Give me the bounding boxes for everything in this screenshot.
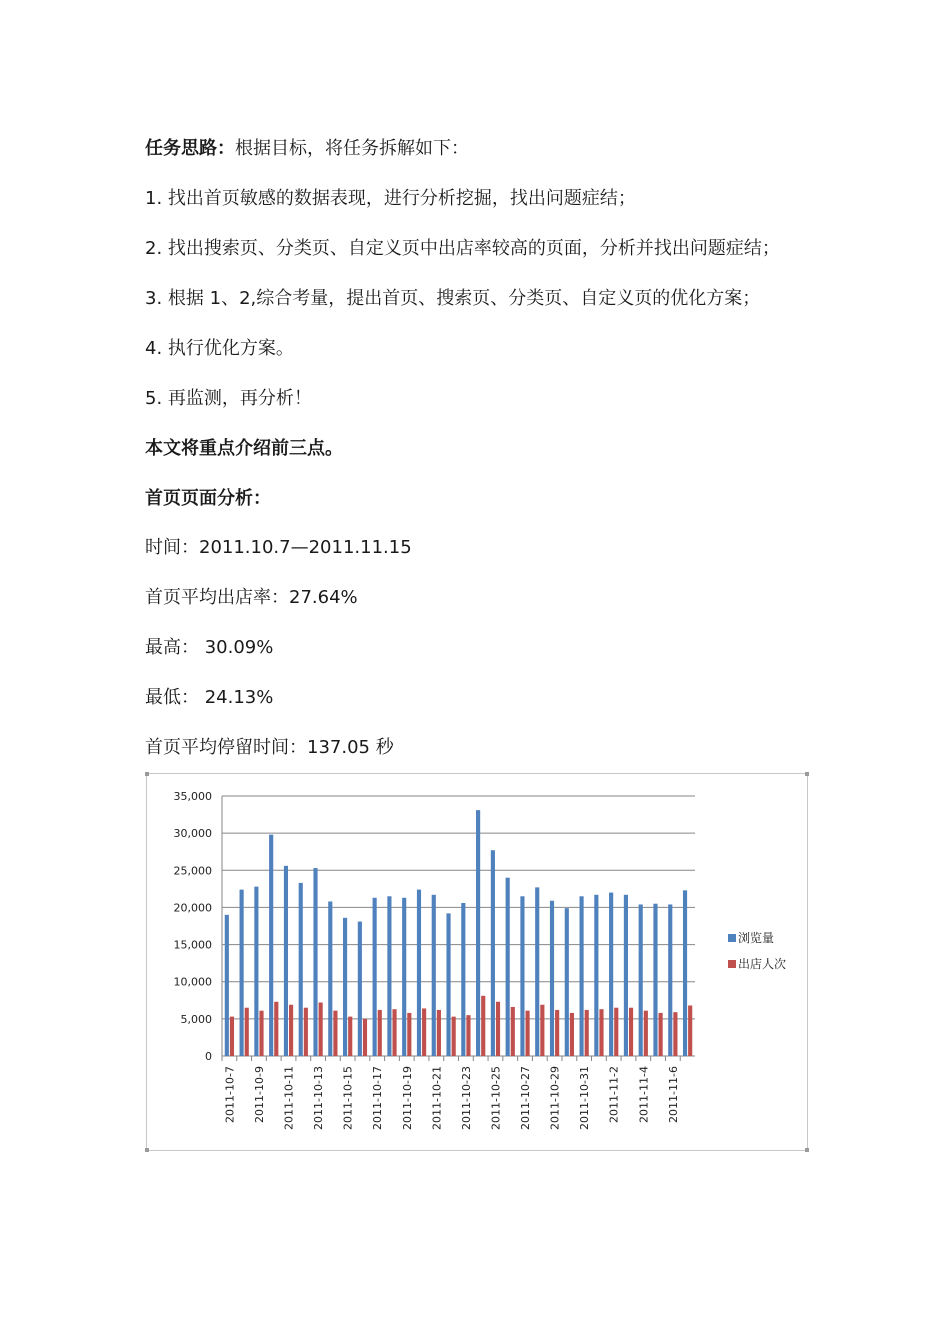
- bar-exits: [274, 1002, 278, 1056]
- bar-exits: [452, 1017, 456, 1056]
- y-tick-label: 25,000: [173, 864, 212, 878]
- bar-pageviews: [639, 904, 643, 1056]
- bar-pageviews: [609, 893, 613, 1056]
- bar-exits: [555, 1010, 559, 1056]
- bar-exits: [673, 1012, 677, 1056]
- bar-pageviews: [594, 895, 598, 1056]
- x-tick-label: 2011-10-7: [223, 1066, 237, 1123]
- x-tick-label: 2011-10-27: [519, 1066, 533, 1130]
- bar-exits: [378, 1010, 382, 1056]
- intro-label: 任务思路：: [145, 138, 235, 159]
- legend-swatch: [728, 934, 736, 942]
- intro-line: [145, 137, 469, 161]
- bar-pageviews: [373, 898, 377, 1056]
- bar-pageviews: [506, 878, 510, 1056]
- bar-pageviews: [417, 890, 421, 1056]
- x-tick-label: 2011-10-19: [400, 1066, 414, 1130]
- x-tick-label: 2011-10-9: [252, 1066, 266, 1123]
- bar-pageviews: [313, 868, 317, 1056]
- intro-text: 根据目标，将任务拆解如下：: [235, 138, 469, 159]
- bar-pageviews: [491, 850, 495, 1056]
- bar-exits: [363, 1019, 367, 1056]
- bar-pageviews: [343, 918, 347, 1056]
- bar-pageviews: [358, 922, 362, 1056]
- bar-pageviews: [535, 887, 539, 1056]
- y-tick-label: 5,000: [180, 1012, 212, 1026]
- x-tick-label: 2011-10-11: [282, 1066, 296, 1130]
- bar-pageviews: [328, 901, 332, 1056]
- bar-pageviews: [668, 904, 672, 1056]
- bar-pageviews: [653, 904, 657, 1056]
- stat-avg-stay: 首页平均停留时间：137.05 秒: [145, 737, 394, 758]
- y-tick-label: 20,000: [173, 901, 212, 915]
- bar-pageviews: [683, 890, 687, 1056]
- bar-exits: [437, 1010, 441, 1056]
- bar-exits: [422, 1008, 426, 1056]
- y-tick-label: 15,000: [173, 938, 212, 952]
- bar-exits: [392, 1009, 396, 1056]
- bar-exits: [688, 1005, 692, 1056]
- x-tick-label: 2011-10-15: [341, 1066, 355, 1130]
- bar-pageviews: [624, 895, 628, 1056]
- bar-exits: [289, 1005, 293, 1056]
- y-tick-label: 30,000: [173, 827, 212, 841]
- step-4: 4. 执行优化方案。: [145, 338, 294, 359]
- x-tick-label: 2011-10-25: [489, 1066, 503, 1130]
- x-tick-label: 2011-10-23: [459, 1066, 473, 1130]
- legend-label: 出店人次: [738, 957, 787, 971]
- bar-pageviews: [387, 896, 391, 1056]
- bar-exits: [585, 1010, 589, 1056]
- bar-exits: [466, 1015, 470, 1056]
- bar-exits: [259, 1011, 263, 1056]
- bar-exits: [599, 1009, 603, 1056]
- bar-pageviews: [225, 915, 229, 1056]
- bar-exits: [526, 1011, 530, 1056]
- bar-pageviews: [446, 913, 450, 1056]
- x-tick-label: 2011-10-21: [430, 1066, 444, 1130]
- bar-pageviews: [520, 896, 524, 1056]
- bar-pageviews: [565, 908, 569, 1056]
- y-tick-label: 35,000: [173, 790, 212, 803]
- bar-exits: [540, 1005, 544, 1056]
- step-2: 2. 找出搜索页、分类页、自定义页中出店率较高的页面，分析并找出问题症结；: [145, 238, 780, 259]
- bar-exits: [570, 1013, 574, 1056]
- section-title: 首页页面分析：: [145, 488, 271, 509]
- bar-pageviews: [299, 883, 303, 1056]
- bar-exits: [348, 1017, 352, 1056]
- stat-time: 时间：2011.10.7—2011.11.15: [145, 537, 412, 558]
- bar-exits: [481, 996, 485, 1056]
- x-tick-label: 2011-10-17: [371, 1066, 385, 1130]
- legend-label: 浏览量: [738, 931, 775, 945]
- step-1: 1. 找出首页敏感的数据表现，进行分析挖掘，找出问题症结；: [145, 188, 636, 209]
- x-tick-label: 2011-11-4: [637, 1066, 651, 1123]
- chart-frame: [146, 773, 808, 1151]
- bar-exits: [511, 1007, 515, 1056]
- bar-pageviews: [550, 901, 554, 1056]
- step-3: 3. 根据 1、2,综合考量，提出首页、搜索页、分类页、自定义页的优化方案；: [145, 288, 761, 309]
- bar-pageviews: [402, 898, 406, 1056]
- bar-exits: [319, 1003, 323, 1056]
- y-tick-label: 10,000: [173, 975, 212, 989]
- x-tick-label: 2011-10-29: [548, 1066, 562, 1130]
- step-5: 5. 再监测，再分析！: [145, 388, 312, 409]
- bar-pageviews: [476, 810, 480, 1056]
- bar-pageviews: [240, 890, 244, 1056]
- bar-exits: [659, 1013, 663, 1056]
- legend-swatch: [728, 960, 736, 968]
- stat-min: 最低： 24.13%: [145, 687, 274, 708]
- bar-exits: [629, 1008, 633, 1056]
- bar-pageviews: [269, 835, 273, 1056]
- bar-exits: [614, 1008, 618, 1056]
- x-tick-label: 2011-10-31: [578, 1066, 592, 1130]
- x-tick-label: 2011-11-6: [666, 1066, 680, 1123]
- bar-chart: [147, 774, 807, 1150]
- focus-note: 本文将重点介绍前三点。: [145, 438, 343, 459]
- x-tick-label: 2011-11-2: [607, 1066, 621, 1123]
- bar-exits: [333, 1011, 337, 1056]
- bar-pageviews: [254, 887, 258, 1056]
- bar-exits: [407, 1013, 411, 1056]
- bar-pageviews: [461, 903, 465, 1056]
- y-tick-label: 0: [205, 1050, 212, 1063]
- bar-pageviews: [284, 866, 288, 1056]
- bar-exits: [644, 1011, 648, 1056]
- x-tick-label: 2011-10-13: [312, 1066, 326, 1130]
- bar-exits: [245, 1008, 249, 1056]
- stat-max: 最高： 30.09%: [145, 637, 274, 658]
- bar-exits: [304, 1008, 308, 1056]
- bar-exits: [496, 1002, 500, 1056]
- bar-pageviews: [580, 896, 584, 1056]
- bar-pageviews: [432, 895, 436, 1056]
- stat-avg-exit-rate: 首页平均出店率：27.64%: [145, 587, 358, 608]
- bar-exits: [230, 1017, 234, 1056]
